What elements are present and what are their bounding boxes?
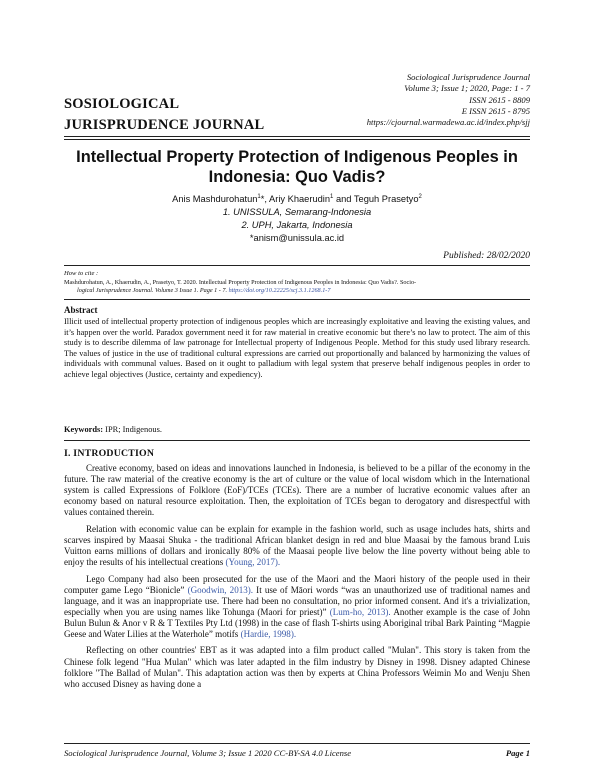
meta-issn: ISSN 2615 - 8809	[469, 94, 530, 105]
journal-name-line1: SOSIOLOGICAL	[64, 96, 180, 112]
author-1: Anis Mashdurohatun	[172, 194, 258, 205]
citation-hardie[interactable]: (Hardie, 1998).	[240, 628, 297, 639]
meta-eissn: E ISSN 2615 - 8795	[461, 105, 530, 116]
keywords-rule	[64, 440, 530, 441]
citation-doi-link[interactable]: https://doi.org/10.22225/scj.3.1.1268.1-7	[228, 287, 331, 295]
affiliation-1: 1. UNISSULA, Semarang-Indonesia	[222, 207, 372, 218]
meta-url[interactable]: https://cjournal.warmadewa.ac.id/index.php/sjj	[366, 117, 530, 128]
citation-line1: Mashdurohatun, A., Khaerudin, A., Prasetyo, T. 2020. Intellectual Property Protection of Indigenous Peoples in Indonesia: Quo Vadis?. Socio-	[64, 279, 417, 286]
meta-journal: Sociological Jurisprudence Journal	[406, 72, 530, 82]
published-date: Published: 28/02/2020	[443, 251, 530, 261]
page-footer	[64, 748, 530, 758]
footer-rule	[64, 743, 530, 744]
meta-volume: Volume 3; Issue 1; 2020, Page: 1 - 7	[404, 83, 530, 94]
author-list: Anis Mashdurohatun$^1$*, Ariy Khaerudin$^1$ and Teguh Prasetyo$^2$	[172, 194, 422, 205]
keywords-line	[64, 425, 162, 434]
affiliation-2: 2. UPH, Jakarta, Indonesia	[241, 220, 353, 231]
author-2: , Ariy Khaerudin	[264, 194, 331, 205]
paragraph-4: Reflecting on other countries' EBT as it was adapted into a film product called "Mulan". This story is taken from the Chinese folk legend "Hua Mulan" which was later adapted in the film industry by Disney in 1998. Disney adapted Chinese folklore "The Ballad of Mulan". This adaptation action was then by experts at China Professors Weimin Mo and Wenju Shen who accused Disney as having done a	[64, 645, 530, 689]
abstract-heading: Abstract	[64, 305, 98, 315]
citation-block	[64, 279, 530, 295]
citation-goodwin[interactable]: (Goodwin, 2013).	[187, 584, 254, 595]
journal-name-line2: JURISPRUDENCE JOURNAL	[64, 117, 265, 133]
journal-meta	[367, 72, 530, 128]
citation-young[interactable]: (Young, 2017).	[225, 556, 281, 567]
paper-title: Intellectual Property Protection of Indigenous Peoples in Indonesia: Quo Vadis?	[76, 148, 518, 186]
keywords-value: IPR; Indigenous.	[103, 425, 162, 434]
keywords-label: Keywords:	[64, 425, 104, 434]
citation-line2: logical Jurisprudence Journal. Volume 3 Issue 1. Page 1 - 7. https://doi.org/10.22225/scj.3.1.1268.1-7	[77, 287, 331, 295]
introduction-heading: I. INTRODUCTION	[64, 448, 155, 459]
abstract-text: Illicit used of intellectual property protection of indigenous peoples which are increasingly exploitative and leaving the existing values, and it’s happen over the world. Paradox government need it for raw material in creative economic but there’s no law to protect. The aim of this study is to describe dilemma of law patronage for Intellectual property of Indigenous People. Method for this study used library research. The values of justice in the use of traditional cultural expressions are carried out proportionally and balanced by harmonizing the values of individuals with communal values. Based on it ought to palladium with legal system that preserve behalf indigenous peoples in order to achieve legal objectives (Justice, certainty and expediency).	[64, 317, 530, 379]
introduction-body	[64, 463, 530, 695]
paragraph-3: Lego Company had also been prosecuted for the use of the Maori and the Maori history of the people used in their computer game Lego “Bionicle” (Goodwin, 2013). It use of Māori words “was an unauthorized use of traditional names and language, and it was an inappropriate use. There had been no consultation, no prior informed consent. And it's a trivialization, especially when you are using names like Tohunga (Maori for priest)” (Lum-ho, 2013). Another example is the case of John Bulun Bulun & Anor v R & T Textiles Pty Ltd (1998) in the case of flash T-shirts using Aboriginal tribal Bark Painting “Magpie Geese and Water Lilies at the Waterhole” motifs (Hardie, 1998).	[64, 573, 530, 639]
paragraph-2: Relation with economic value can be explain for example in the fashion world, such as usage includes hats, shirts and scarves inspired by Maasai Shuka - the traditional African blanket design in red and blue Maasai by the famous brand Luis Vuitton earns millions of dollars and ironically 80% of the Maasai people live below the line poverty without being able to enjoy the results of his intellectual creations (Young, 2017).	[64, 523, 530, 567]
citation-rule	[64, 265, 530, 266]
header-rule-top	[64, 136, 530, 137]
page-number: Page 1	[505, 748, 530, 758]
citation-label: How to cite :	[64, 270, 99, 277]
footer-journal: Sociological Jurisprudence Journal, Volume 3; Issue 1 2020 CC-BY-SA 4.0 License	[64, 748, 352, 758]
citation-lum-ho[interactable]: (Lum-ho, 2013).	[329, 606, 391, 617]
journal-name	[64, 94, 264, 136]
paragraph-1: Creative economy, based on ideas and innovations launched in Indonesia, is believed to be a pillar of the economy in the future. The raw material of the creative economy is the art of culture or the value of local wisdom which in the International system is called Expressions of Folklore (EoF)/TCEs (TCEs). There are a number of lucrative economic values after an economy based on natural resource exploitation. Then, the exploitation of TCEs began to derogatory and disrespectful with values contained therein.	[64, 463, 530, 518]
author-block	[64, 191, 530, 245]
abstract-rule	[64, 299, 530, 300]
author-3: and Teguh Prasetyo	[333, 194, 419, 205]
corresponding-email[interactable]: *anism@unissula.ac.id	[249, 233, 345, 244]
header-rule-bottom	[64, 139, 530, 140]
